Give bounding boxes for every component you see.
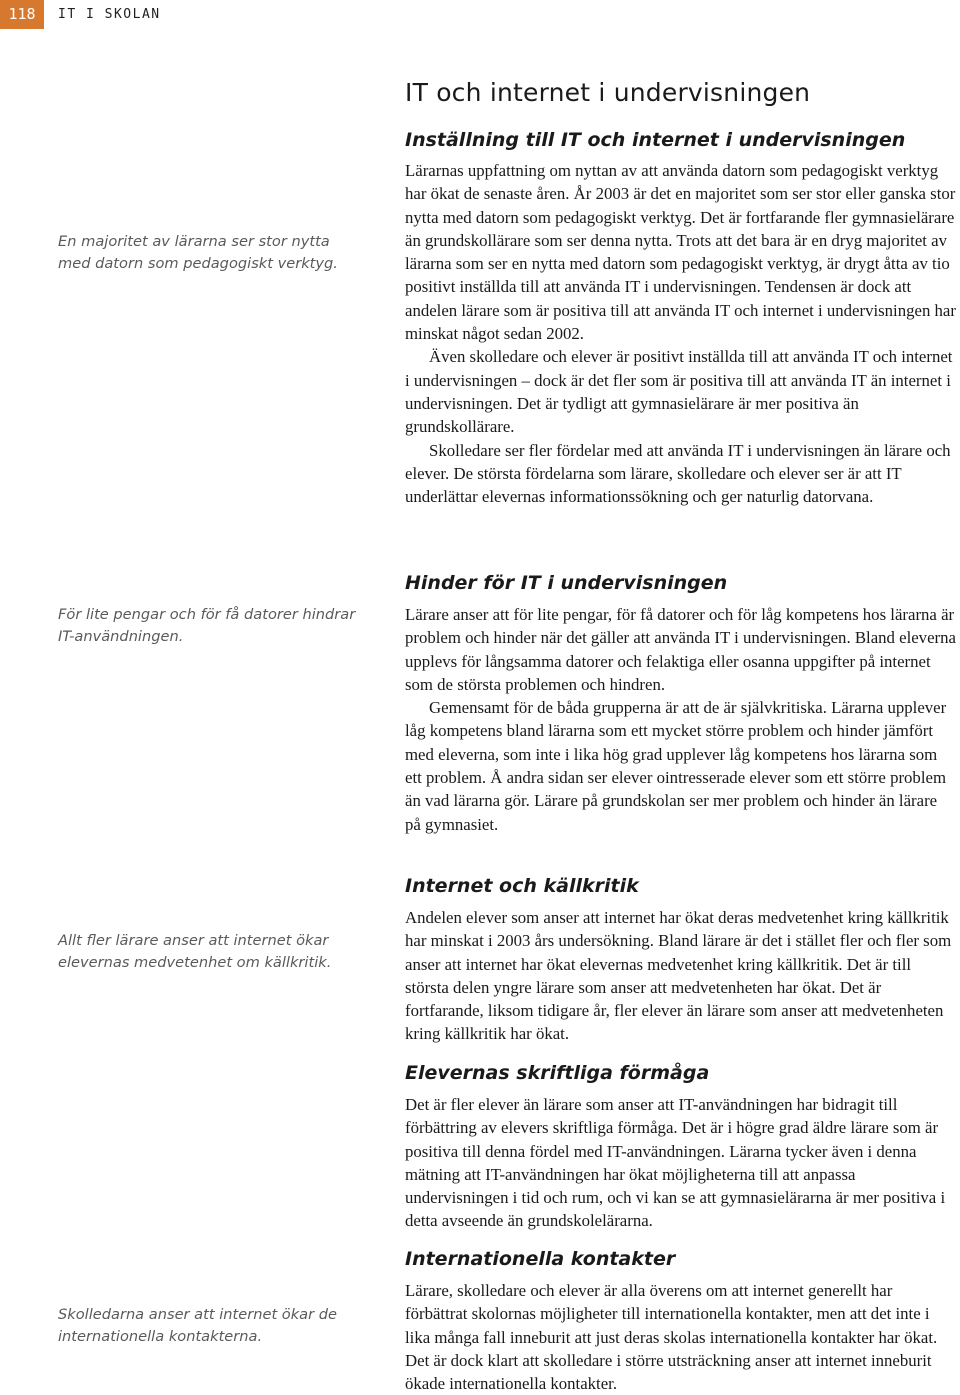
section-heading-attitude: Inställning till IT och internet i undervisningen <box>405 129 906 151</box>
paragraph: Lärare anser att för lite pengar, för få datorer och för låg kompetens hos lärarna är problem och hinder när det gäller att använda IT i undervisningen. Bland eleverna upplevs för långsamma datorer och felaktiga eller osanna uppgifter på internet som de största problemen och hindren. <box>405 605 956 694</box>
margin-note-4: Skolledarna anser att internet ökar de internationella kontakterna. <box>58 1306 338 1345</box>
paragraph: Lärare, skolledare och elever är alla överens om att internet generellt har förbättrat skolornas möjligheter till internationella kontakter, men att det inte i lika många fall inneburit att just deras skolas internationella kontakter har ökat. Det är dock klart att skolledare i större utsträckning anser att internet inneburit ökade internationella kontakter. <box>405 1281 938 1394</box>
margin-note-1: En majoritet av lärarna ser stor nytta med datorn som pedagogiskt verktyg. <box>58 233 338 272</box>
section-body-attitude <box>405 159 957 508</box>
section-body-source-criticism <box>405 906 957 1046</box>
paragraph: Det är fler elever än lärare som anser att IT-användningen har bidragit till förbättring av elevers skriftliga förmåga. Det är i högre grad äldre lärare som är positiva till denna fördel med IT-användningen. Lärarna tycker även i denna mätning att IT-användningen har ökat möjligheterna till att anpassa undervisningen i tid och rum, och vi kan se att gymnasielärarna är mer positiva i detta avseende än grundskolelärarna. <box>405 1095 946 1231</box>
paragraph: Även skolledare och elever är positivt inställda till att använda IT och internet i undervisningen – dock är det fler som är positiva till att använda IT än internet i undervisningen. Det är tydligt att gymnasielärare är mer positiva än grundskollärare. <box>405 347 953 437</box>
margin-note-2: För lite pengar och för få datorer hindrar IT-användningen. <box>58 606 356 645</box>
article-title: IT och internet i undervisningen <box>405 78 811 107</box>
section-body-obstacles <box>405 603 957 836</box>
paragraph: Skolledare ser fler fördelar med att använda IT i undervisningen än lärare och elever. De största fördelarna som lärare, skolledare och elever ser är att IT underlättar elevernas informationssökning och ger naturlig datorvana. <box>405 440 951 507</box>
paragraph: Lärarnas uppfattning om nyttan av att använda datorn som pedagogiskt verktyg har ökat de senaste åren. År 2003 är det en majoritet som ser stor eller ganska stor nytta med datorn som pedagogiskt verktyg. Det är fortfarande fler gymnasielärare än grundskollärare som ser denna nytta. Trots att det bara är en dryg majoritet av lärarna som ser en nytta med datorn som pedagogiskt verktyg, är drygt åtta av tio positivt inställda till att använda IT i undervisningen. Tendensen är dock att andelen lärare som är positiva till att använda IT och internet i undervisningen har minskat något sedan 2002. <box>405 161 956 344</box>
page-number: 118 <box>0 0 44 29</box>
section-heading-source-criticism: Internet och källkritik <box>405 875 639 897</box>
paragraph: Gemensamt för de båda grupperna är att de är självkritiska. Lärarna upplever låg kompetens bland lärarna som ett mycket större problem och hinder jämfört med eleverna, som inte i lika hög grad upplever låg kompetens hos lärarna som ett problem. Å andra sidan ser elever ointresserade elever som ett större problem än vad lärarna gör. Lärare på grundskolan ser mer problem och hinder än lärare på gymnasiet. <box>405 698 947 834</box>
section-heading-international: Internationella kontakter <box>405 1248 676 1270</box>
margin-note-3: Allt fler lärare anser att internet ökar elevernas medvetenhet om källkritik. <box>58 932 332 971</box>
section-body-international <box>405 1279 957 1395</box>
running-header-title: IT I SKOLAN <box>58 7 161 22</box>
section-body-writing <box>405 1093 957 1233</box>
section-heading-writing: Elevernas skriftliga förmåga <box>405 1062 710 1084</box>
paragraph: Andelen elever som anser att internet har ökat deras medvetenhet kring källkritik har minskat i 2003 års undersökning. Bland lärare är det i stället fler och fler som anser att internet har ökat elevernas medvetenhet kring källkritik. Det är till största delen yngre lärare som anser att medvetenheten har ökat. Det är fortfarande, liksom tidigare år, fler elever än lärare som anser att medvetenheten kring källkritik har ökat. <box>405 908 952 1044</box>
section-heading-obstacles: Hinder för IT i undervisningen <box>405 572 728 594</box>
